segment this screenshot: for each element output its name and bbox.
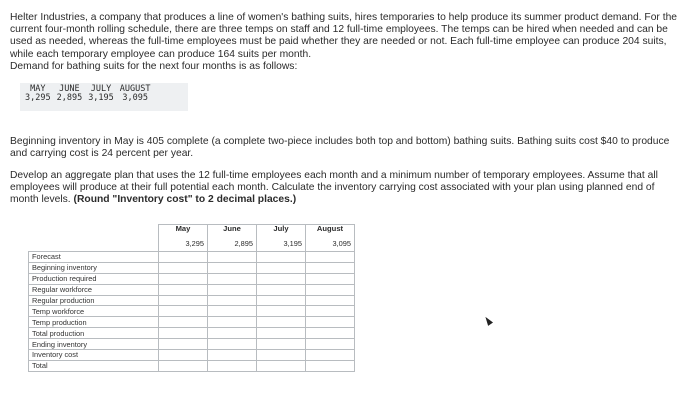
mouse-cursor-icon [483,315,493,326]
answer-input-cell[interactable] [159,295,208,306]
answer-input-cell[interactable] [257,350,306,361]
answer-input-cell[interactable] [257,306,306,317]
answer-input-cell[interactable] [208,284,257,295]
answer-input-cell[interactable] [159,306,208,317]
answer-input-cell[interactable] [257,295,306,306]
answer-input-cell[interactable] [208,339,257,350]
answer-input-cell[interactable] [257,328,306,339]
row-label: Production required [29,273,159,284]
demand-month: MAY [30,84,46,94]
demand-value: 3,295 [25,93,51,103]
row-label: Total [29,360,159,371]
answer-input-cell[interactable] [208,360,257,371]
demand-table [22,85,154,103]
demand-month: JUNE [59,84,80,94]
answer-input-cell[interactable] [208,317,257,328]
plan-row [29,339,355,350]
answer-input-cell[interactable] [306,262,355,273]
row-label: Regular workforce [29,284,159,295]
answer-input-cell[interactable] [306,317,355,328]
month-name: July [273,224,289,233]
plan-header-row [29,225,355,252]
answer-input-cell[interactable] [159,339,208,350]
row-label: Beginning inventory [29,262,159,273]
row-label: Temp production [29,317,159,328]
answer-input-cell[interactable] [208,306,257,317]
row-label: Temp workforce [29,306,159,317]
month-name: August [316,224,344,233]
demand-label: Demand for bathing suits for the next four months is as follows: [10,60,298,72]
row-label: Total production [29,328,159,339]
plan-row [29,252,355,263]
answer-input-cell[interactable] [257,317,306,328]
answer-input-cell[interactable] [208,273,257,284]
demand-month: AUGUST [119,84,151,94]
demand-value: 2,895 [56,93,83,103]
answer-input-cell[interactable] [306,295,355,306]
plan-row [29,295,355,306]
answer-input-cell[interactable] [159,284,208,295]
plan-row [29,262,355,273]
answer-input-cell[interactable] [257,262,306,273]
forecast-cell [306,252,355,263]
answer-input-cell[interactable] [257,339,306,350]
plan-row [29,284,355,295]
plan-row [29,360,355,371]
answer-input-cell[interactable] [208,262,257,273]
answer-input-cell[interactable] [159,328,208,339]
problem-intro [10,12,690,73]
answer-input-cell[interactable] [306,360,355,371]
forecast-cell [257,252,306,263]
rounding-note: (Round "Inventory cost" to 2 decimal places.) [73,194,297,206]
header-may [159,225,208,252]
plan-row [29,306,355,317]
answer-input-cell[interactable] [257,360,306,371]
header-spacer [29,225,159,252]
answer-input-cell[interactable] [159,317,208,328]
answer-input-cell[interactable] [159,273,208,284]
answer-input-cell[interactable] [306,306,355,317]
answer-input-cell[interactable] [257,284,306,295]
month-name: June [223,224,241,233]
aggregate-plan-table [28,224,355,372]
answer-input-cell[interactable] [306,273,355,284]
inventory-info: Beginning inventory in May is 405 complete (a complete two-piece includes both top and bottom) bathing suits. Bathing suits cost $40 to produce and carrying cost is 24 percent per year. [10,136,670,160]
demand-value: 3,195 [88,93,114,103]
answer-input-cell[interactable] [208,295,257,306]
answer-input-cell[interactable] [208,350,257,361]
plan-row [29,273,355,284]
plan-row [29,328,355,339]
forecast-value: 3,295 [185,239,204,248]
row-label: Ending inventory [29,339,159,350]
plan-row [29,317,355,328]
demand-value: 3,095 [122,93,148,103]
header-june [208,225,257,252]
forecast-value: 2,895 [234,239,253,248]
forecast-value: 3,195 [283,239,302,248]
answer-input-cell[interactable] [306,350,355,361]
plan-row [29,350,355,361]
answer-input-cell[interactable] [306,339,355,350]
task-instructions [10,170,680,207]
task-text: Develop an aggregate plan that uses the 12 full-time employees each month and a minimum number of temporary employees. Assume that all employees will produce at their full potential each month. Calculate the inventory carrying cost associated with your plan using planned end of month levels. [10,170,658,206]
answer-input-cell[interactable] [306,328,355,339]
forecast-value: 3,095 [332,239,351,248]
intro-text: Helter Industries, a company that produces a line of women's bathing suits, hires temporaries to help produce its summer product demand. For the current four-month rolling schedule, there are three temps on staff and 12 full-time employees. The temps can be hired when needed and can be used as needed, whereas the full-time employees must be paid whether they are needed or not. Each full-time employee can produce 204 suits, while each temporary employee can produce 164 suits per month. [10,12,678,60]
demand-value-row [22,94,154,103]
row-label: Inventory cost [29,350,159,361]
row-label: Regular production [29,295,159,306]
answer-input-cell[interactable] [306,284,355,295]
header-july [257,225,306,252]
month-name: May [175,224,191,233]
answer-input-cell[interactable] [159,350,208,361]
forecast-cell [159,252,208,263]
answer-input-cell[interactable] [159,360,208,371]
demand-month: JULY [90,84,112,94]
forecast-cell [208,252,257,263]
header-august [306,225,355,252]
answer-input-cell[interactable] [208,328,257,339]
answer-input-cell[interactable] [257,273,306,284]
answer-input-cell[interactable] [159,262,208,273]
row-label: Forecast [29,252,159,263]
